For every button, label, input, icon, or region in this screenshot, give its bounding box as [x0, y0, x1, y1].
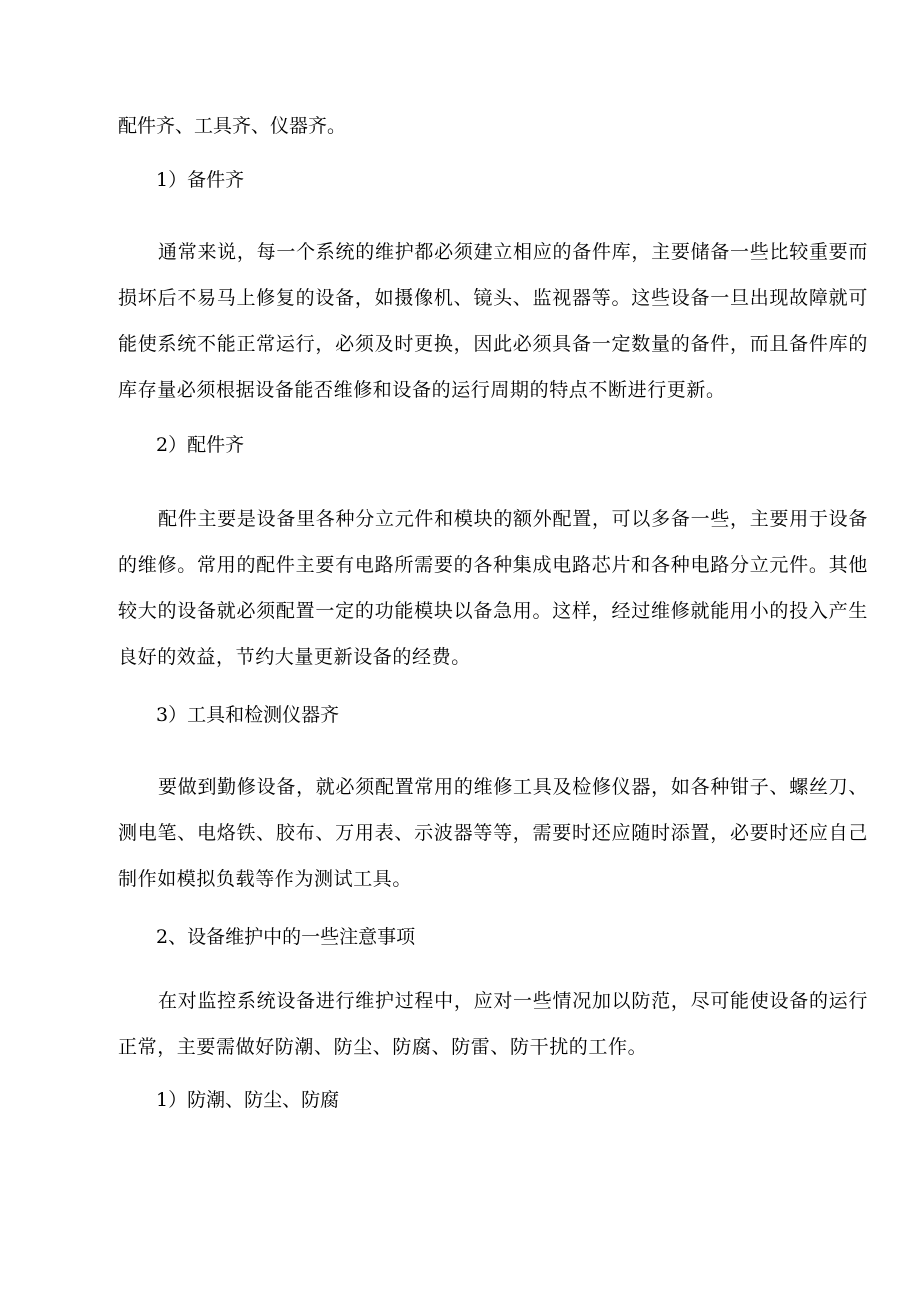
- text-line-continuation: 配件齐、工具齐、仪器齐。: [118, 115, 347, 137]
- heading-spare-parts: 1）备件齐: [156, 169, 245, 191]
- paragraph-tools-instruments: 要做到勤修设备，就必须配置常用的维修工具及检修仪器，如各种钳子、螺丝刀、测电笔、电烙铁、胶布、万用表、示波器等等，需要时还应随时添置，必要时还应自己制作如模拟负载等作为测试工具。: [118, 776, 868, 890]
- paragraph-maintenance-notes: 在对监控系统设备进行维护过程中，应对一些情况加以防范，尽可能使设备的运行正常，主要需做好防潮、防尘、防腐、防雷、防干扰的工作。: [118, 990, 868, 1058]
- paragraph-accessories: 配件主要是设备里各种分立元件和模块的额外配置，可以多备一些，主要用于设备的维修。常用的配件主要有电路所需要的各种集成电路芯片和各种电路分立元件。其他较大的设备就必须配置一定的功能模块以备急用。这样，经过维修就能用小的投入产生良好的效益，节约大量更新设备的经费。: [118, 508, 868, 668]
- heading-moisture-dust-corrosion: 1）防潮、防尘、防腐: [156, 1089, 340, 1111]
- heading-tools-instruments: 3）工具和检测仪器齐: [156, 704, 340, 726]
- paragraph-spare-parts: 通常来说，每一个系统的维护都必须建立相应的备件库，主要储备一些比较重要而损坏后不易马上修复的设备，如摄像机、镜头、监视器等。这些设备一旦出现故障就可能使系统不能正常运行，必须及时更换，因此必须具备一定数量的备件，而且备件库的库存量必须根据设备能否维修和设备的运行周期的特点不断进行更新。: [118, 241, 868, 401]
- heading-maintenance-notes: 2、设备维护中的一些注意事项: [156, 926, 416, 948]
- heading-accessories: 2）配件齐: [156, 434, 245, 456]
